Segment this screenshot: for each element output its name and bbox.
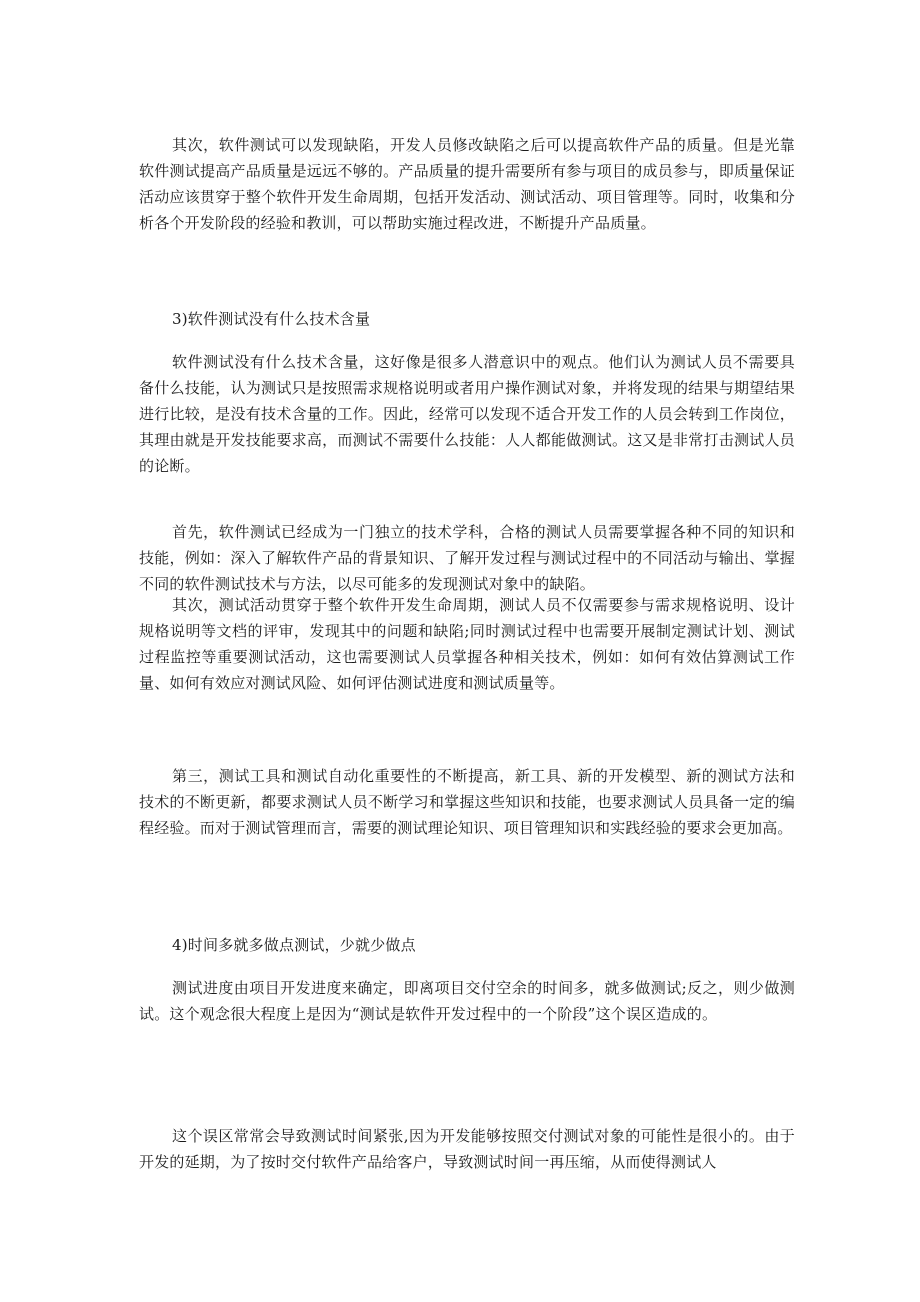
paragraph-third-tools-automation: 第三，测试工具和测试自动化重要性的不断提高，新工具、新的开发模型、新的测试方法和技术的不断更新，都要求测试人员不断学习和掌握这些知识和技能，也要求测试人员具备一定的编程经验。而对于测试管理而言，需要的测试理论知识、项目管理知识和实践经验的要求会更加高。 <box>139 767 795 837</box>
paragraph-schedule-driven: 测试进度由项目开发进度来确定，即离项目交付空余的时间多，就多做测试;反之，则少做测试。这个观念很大程度上是因为“测试是软件开发过程中的一个阶段”这个误区造成的。 <box>139 979 795 1023</box>
paragraph-quality-improvement: 其次，软件测试可以发现缺陷，开发人员修改缺陷之后可以提高软件产品的质量。但是光靠软件测试提高产品质量是远远不够的。产品质量的提升需要所有参与项目的成员参与，即质量保证活动应该贯穿于整个软件开发生命周期，包括开发活动、测试活动、项目管理等。同时，收集和分析各个开发阶段的经验和教训，可以帮助实施过程改进，不断提升产品质量。 <box>139 136 795 232</box>
section-heading-3: 3)软件测试没有什么技术含量 <box>172 310 371 328</box>
paragraph-no-tech-content: 软件测试没有什么技术含量，这好像是很多人潜意识中的观点。他们认为测试人员不需要具备什么技能，认为测试只是按照需求规格说明或者用户操作测试对象，并将发现的结果与期望结果进行比较，是没有技术含量的工作。因此，经常可以发现不适合开发工作的人员会转到工作岗位，其理由就是开发技能要求高，而测试不需要什么技能：人人都能做测试。这又是非常打击测试人员的论断。 <box>139 353 795 475</box>
paragraph-time-pressure: 这个误区常常会导致测试时间紧张,因为开发能够按照交付测试对象的可能性是很小的。由于开发的延期，为了按时交付软件产品给客户，导致测试时间一再压缩，从而使得测试人 <box>139 1127 795 1171</box>
section-heading-4: 4)时间多就多做点测试，少就少做点 <box>172 936 416 954</box>
paragraph-first-independent-discipline: 首先，软件测试已经成为一门独立的技术学科，合格的测试人员需要掌握各种不同的知识和技能，例如：深入了解软件产品的背景知识、了解开发过程与测试过程中的不同活动与输出、掌握不同的软件测试技术与方法，以尽可能多的发现测试对象中的缺陷。 <box>139 523 795 593</box>
paragraph-second-lifecycle: 其次，测试活动贯穿于整个软件开发生命周期，测试人员不仅需要参与需求规格说明、设计规格说明等文档的评审，发现其中的问题和缺陷;同时测试过程中也需要开展制定测试计划、测试过程监控等重要测试活动，这也需要测试人员掌握各种相关技术，例如：如何有效估算测试工作量、如何有效应对测试风险、如何评估测试进度和测试质量等。 <box>139 596 795 692</box>
